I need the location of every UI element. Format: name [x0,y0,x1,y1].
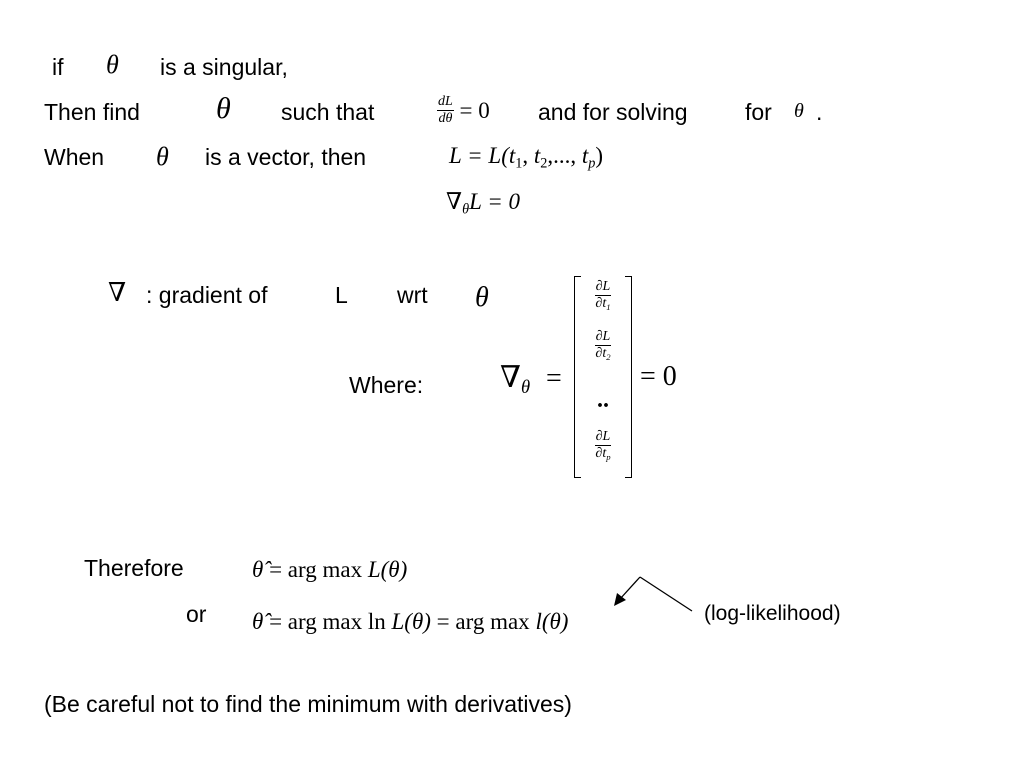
nabla-theta: $\nabla_\theta$ [500,361,531,398]
log-likelihood-note: (log-likelihood) [704,602,841,625]
for-label: for [745,99,772,125]
partial-derivative-row: $\frac{\partial L}{\partial t_1}$ [595,279,611,312]
such-that-label: such that [281,99,375,125]
equals-sign: = [546,363,562,394]
gradient-equation: $\nabla_\theta L = 0$ [446,189,520,218]
or-label: or [186,601,207,627]
derivative-equation: $\frac{dL}{d\theta}$ = 0 [438,94,490,126]
likelihood-function: $L = L(t_1$, $t_2$,..., $t_p$) [449,143,604,172]
theta-symbol: θ [216,92,231,125]
argmax-equation: θ̂ = arg max L(θ) [252,557,408,582]
and-for-solving-label: and for solving [538,99,688,125]
partial-derivative-row: $\frac{\partial L}{\partial t_p}$ [595,429,611,462]
therefore-label: Therefore [84,555,184,581]
equals-zero: = 0 [640,361,677,392]
log-argmax-equation: θ̂ = arg max ln L(θ) = arg max l(θ) [252,609,569,634]
period: . [816,99,823,125]
theta-symbol: θ [106,50,119,79]
singular-text: is a singular, [160,54,288,80]
footer-note: (Be careful not to find the minimum with derivatives) [44,691,572,717]
nabla-symbol: ∇ [108,278,127,307]
theta-symbol: θ [794,100,804,122]
when-label: When [44,144,105,170]
theta-symbol: θ [156,142,169,171]
then-find-label: Then find [44,99,140,125]
theta-symbol: θ [475,282,489,313]
wrt-label: wrt [397,282,428,308]
ellipsis-row: .. [597,387,609,413]
where-label: Where: [349,372,424,398]
vector-text: is a vector, then [205,144,367,170]
partial-derivative-row: $\frac{\partial L}{\partial t_2}$ [595,329,611,362]
gradient-of-text: : gradient of [146,282,268,308]
L-label: L [335,282,348,308]
if-label: if [52,54,64,80]
